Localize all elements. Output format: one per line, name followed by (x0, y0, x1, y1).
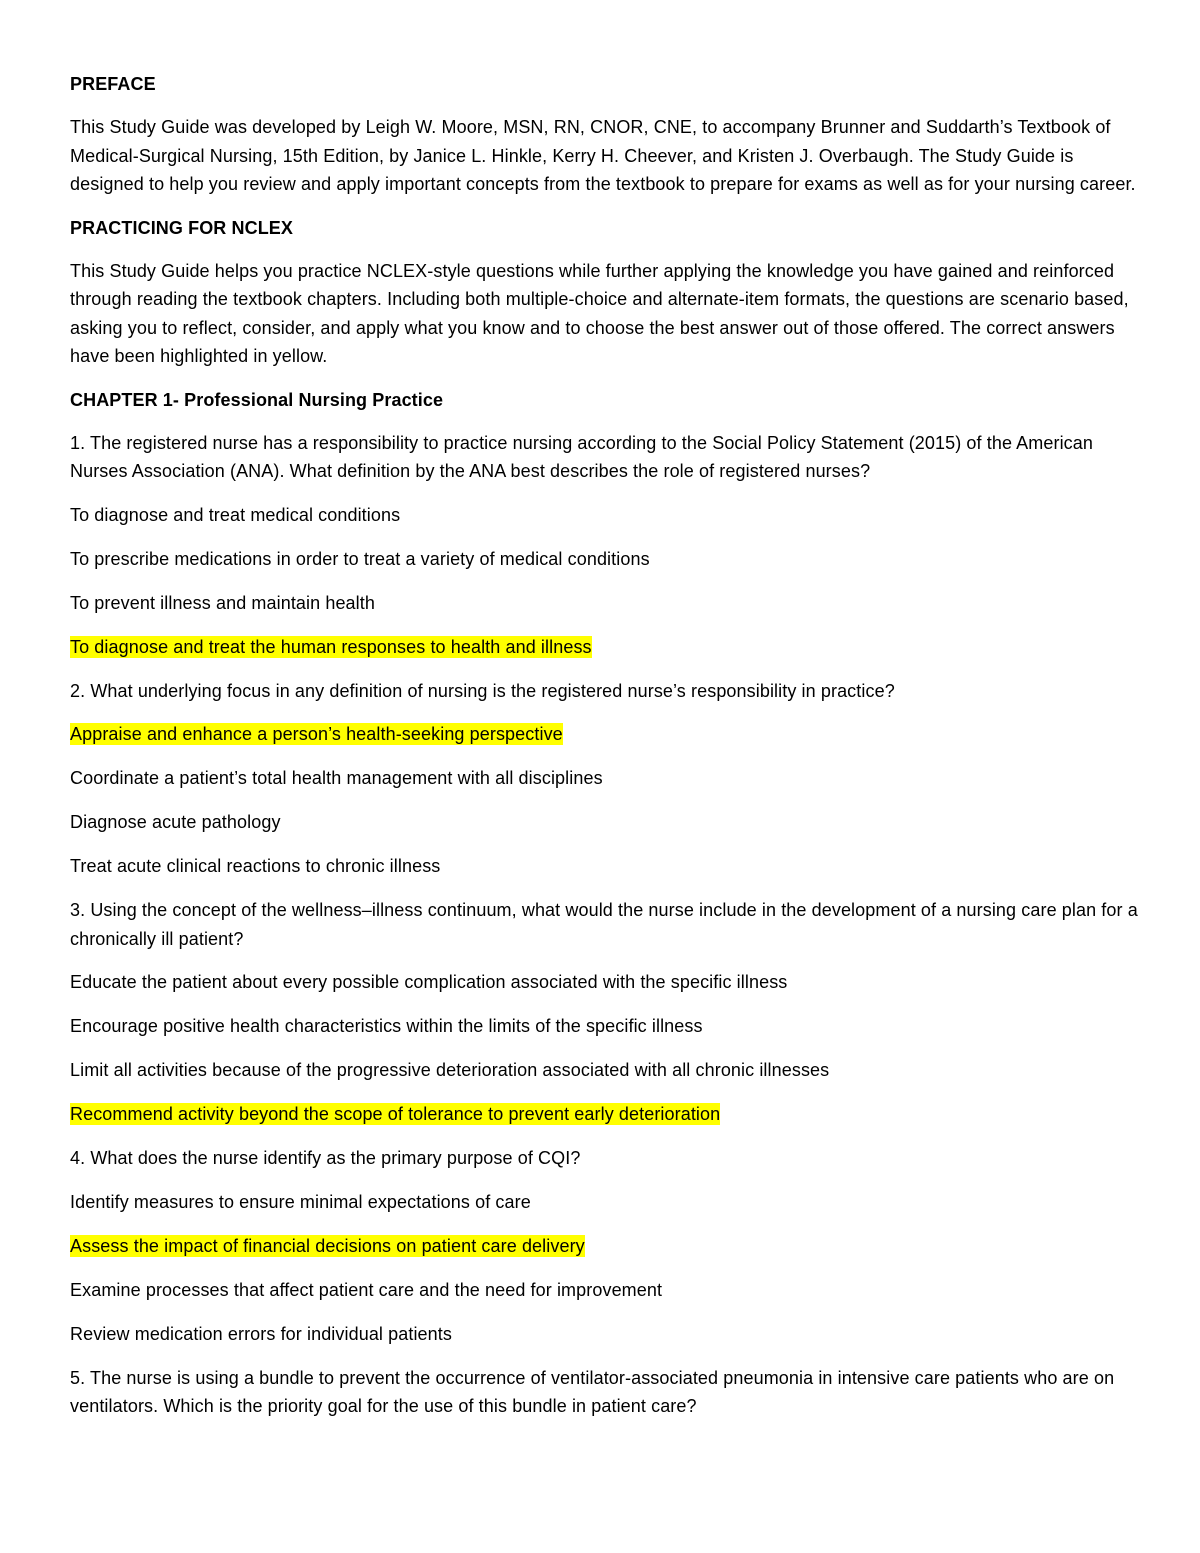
answer-option (70, 764, 1140, 792)
answer-option (70, 589, 1140, 617)
answer-text: Treat acute clinical reactions to chronic illness (70, 856, 441, 876)
answer-option (70, 545, 1140, 573)
answer-text: Examine processes that affect patient care and the need for improvement (70, 1279, 663, 1300)
answer-option (70, 501, 1140, 529)
answer-text: Limit all activities because of the progressive deterioration associated with all chronic illnesses (70, 1060, 830, 1080)
answer-option (70, 1276, 1140, 1304)
answer-text: Assess the impact of financial decisions on patient care delivery (70, 1235, 585, 1256)
practicing-text: This Study Guide helps you practice NCLEX-style questions while further applying the knowledge you have gained and reinforced through reading the textbook chapters. Including both multiple-choice and alternate-item formats, the questions are scenario based, asking you to reflect, consider, and apply what you know and to choose the best answer out of those offered. The correct answers have been highlighted in yellow. (70, 260, 1129, 366)
practicing-heading: PRACTICING FOR NCLEX (70, 217, 294, 238)
question-5: 5. The nurse is using a bundle to prevent the occurrence of ventilator-associated pneumonia in intensive care patients who are on ventilators. Which is the priority goal for the use of this bundle in patient care? (70, 1367, 1115, 1416)
answer-text: Encourage positive health characteristics within the limits of the specific illness (70, 1016, 703, 1036)
answer-text: To diagnose and treat the human responses to health and illness (70, 636, 592, 657)
answer-option (70, 1056, 1140, 1084)
highlighted-answer (70, 1232, 1140, 1260)
answer-option (70, 1320, 1140, 1348)
answer-text: Educate the patient about every possible complication associated with the specific illness (70, 972, 788, 992)
answer-option (70, 852, 1140, 880)
answer-option (70, 808, 1140, 836)
answer-option (70, 1188, 1140, 1216)
answer-text: Coordinate a patient’s total health management with all disciplines (70, 768, 603, 788)
chapter-heading: CHAPTER 1- Professional Nursing Practice (70, 389, 444, 410)
question-2: 2. What underlying focus in any definition of nursing is the registered nurse’s responsibility in practice? (70, 680, 895, 701)
answer-text: To prescribe medications in order to treat a variety of medical conditions (70, 548, 650, 569)
answer-text: Diagnose acute pathology (70, 812, 281, 832)
answer-text: Appraise and enhance a person’s health-seeking perspective (70, 724, 563, 744)
question-4: 4. What does the nurse identify as the primary purpose of CQI? (70, 1148, 581, 1168)
preface-text: This Study Guide was developed by Leigh W. Moore, MSN, RN, CNOR, CNE, to accompany Brunner and Suddarth’s Textbook of Medical-Surgical Nursing, 15th Edition, by Janice L. Hinkle, Kerry H. Cheever, and Kristen J. Overbaugh. The Study Guide is designed to help you review and apply important concepts from the textbook to prepare for exams as well as for your nursing career. (70, 117, 1136, 194)
answer-text: To prevent illness and maintain health (70, 592, 375, 613)
answer-text: Identify measures to ensure minimal expectations of care (70, 1191, 531, 1212)
question-1: 1. The registered nurse has a responsibility to practice nursing according to the Social Policy Statement (2015) of the American Nurses Association (ANA). What definition by the ANA best describes the role of registered nurses? (70, 432, 1094, 481)
question-3: 3. Using the concept of the wellness–illness continuum, what would the nurse include in the development of a nursing care plan for a chronically ill patient? (70, 900, 1138, 949)
answer-option (70, 1012, 1140, 1040)
document-page (70, 70, 1140, 1436)
answer-option (70, 968, 1140, 996)
highlighted-answer (70, 720, 1140, 748)
highlighted-answer (70, 1100, 1140, 1128)
answer-text: Review medication errors for individual patients (70, 1323, 452, 1344)
preface-heading: PREFACE (70, 74, 156, 94)
answer-text: Recommend activity beyond the scope of tolerance to prevent early deterioration (70, 1104, 721, 1124)
answer-text: To diagnose and treat medical conditions (70, 504, 401, 525)
highlighted-answer (70, 633, 1140, 661)
